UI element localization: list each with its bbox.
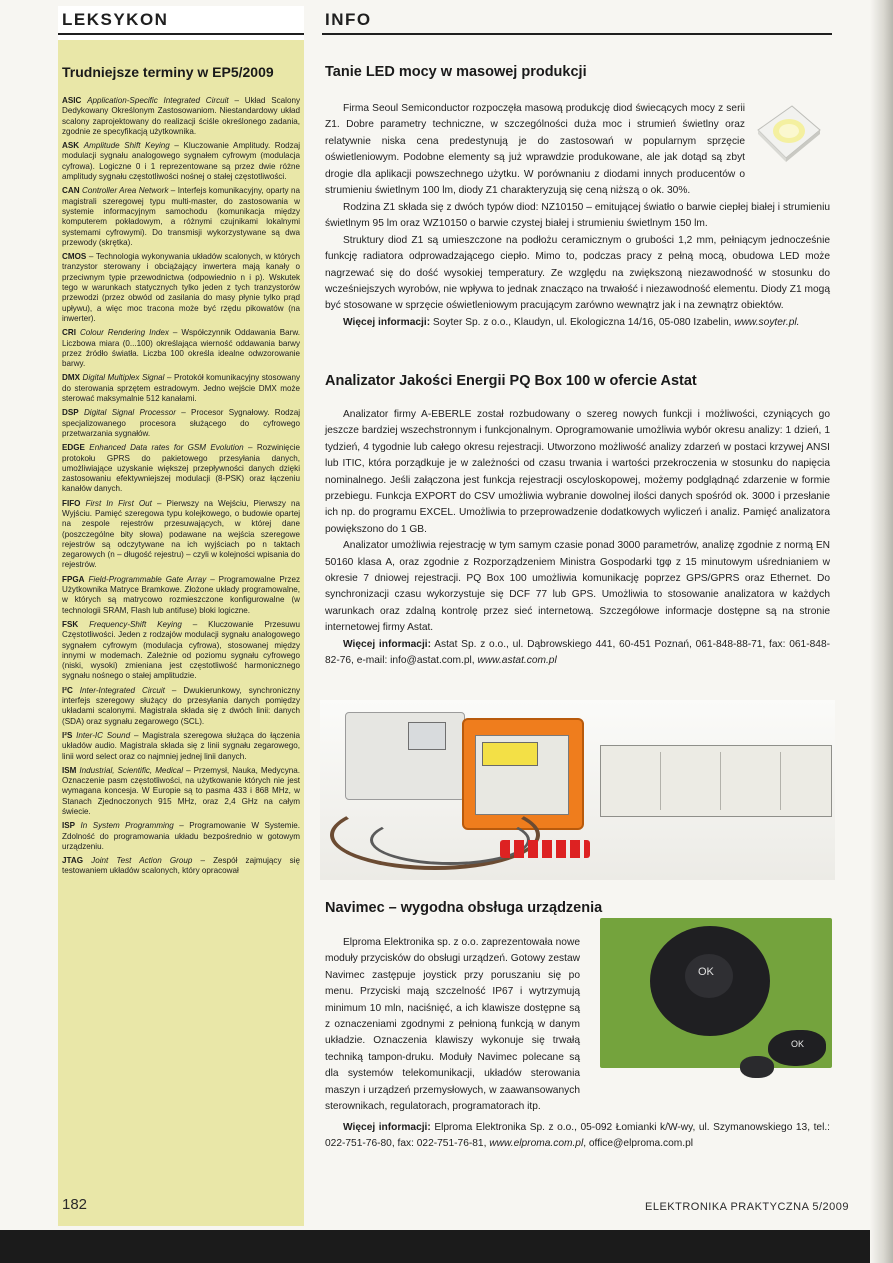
rack-divider [720, 752, 721, 810]
term-abbreviation: FPGA [62, 574, 85, 584]
article-pqbox-body [325, 407, 830, 670]
article-navimec-title: Navimec – wygodna obsługa urządzenia [325, 900, 603, 916]
term-full-name: Joint Test Action Group [91, 856, 193, 866]
term-abbreviation: CAN [62, 186, 80, 196]
term-full-name: Colour Rendering Index [79, 328, 169, 338]
lexicon-term [62, 186, 300, 248]
scan-page-edge [870, 0, 893, 1263]
term-definition: – Interfejs komunikacyjny, oparty na magistrali szeregowej typu multi-master, do zastosowania w systemie informacyjnym samochodu (komunikacja między komputerem pokładowym, a różnymi czujnikami lokalnymi systemami cyfrowymi). Do transmisji wykorzystywane są dwa przewody (skrętka). [62, 186, 300, 247]
info-header: INFO [325, 10, 372, 29]
lexicon-term [62, 252, 300, 324]
lexicon-term [62, 141, 300, 182]
article-navimec-more [325, 1120, 830, 1153]
lexicon-term [62, 328, 300, 369]
term-abbreviation: EDGE [62, 443, 85, 453]
term-abbreviation: ISM [62, 765, 77, 775]
lexicon-term [62, 408, 300, 439]
more-info-label: Więcej informacji: [343, 1122, 431, 1133]
term-full-name: Amplitude Shift Keying [83, 141, 170, 151]
lexicon-terms [62, 96, 300, 1181]
analyzer-case-image [345, 712, 465, 800]
term-definition: – Programowanie W Systemie. Zdolność do programowania układu bezpośrednio w gotowym urządzeniu. [62, 821, 300, 851]
lexicon-term [62, 499, 300, 571]
term-full-name: First In First Out [85, 498, 152, 508]
term-definition: – Zespół zajmujący się testowaniem układów scalonych, który opracował [62, 856, 300, 876]
navimec-ok-key-label: OK [791, 1039, 805, 1049]
lexicon-term [62, 686, 300, 727]
article-led-paragraph: Rodzina Z1 składa się z dwóch typów diod: NZ10150 – emitującej światło o barwie ciepłej białej i strumieniu świetlnym 95 lm oraz WZ10150 o barwie czystej białej i strumieniu świetlnym 150 lm. [325, 202, 830, 230]
term-definition: – Protokół komunikacyjny stosowany do sterowania sprzętem estradowym. Jedno wejście DMX może sterować maksymalnie 512 kanałami. [62, 373, 300, 404]
more-info-text: Elproma Elektronika Sp. z o.o., 05-092 Łomianki k/W-wy, ul. Szymanowskiego 13, tel.: 022-751-76-80, fax: 022-751-76-81, [325, 1122, 830, 1150]
term-abbreviation: DMX [62, 373, 80, 383]
article-navimec-paragraph: Elproma Elektronika sp. z o.o. zaprezentowała nowe moduły przycisków do obsługi urządzeń. Gotowy zestaw Navimec zastępuje joystick przy poruszaniu się po menu. Przyciski mają szczelność IP67 i wytrzymują minimum 10 mln, naciśnięć, a ich klawisze dostępne są z oznaczeniami zgodnymi z pełnioną funkcją w danym układzie. Oznaczenia klawiszy wykonuje się trwałą techniką tampon-druku. Moduły Navimec polecane są dla systemów telekomunikacji, układów sterowania maszyn i urządzeń przemysłowych, w zaawansowanych sterownikach, regulatorach, programatorach itp. [325, 937, 580, 1113]
term-abbreviation: I²C [62, 685, 73, 695]
article-navimec-body [325, 935, 580, 1115]
article-pqbox-title: Analizator Jakości Energii PQ Box 100 w ofercie Astat [325, 373, 697, 389]
term-definition: – Współczynnik Oddawania Barw. Liczbowa miara (0...100) określająca wierność oddawania barwy przez źródło światła. Liczba 100 określa idealne odwzorowanie barwy. [62, 328, 300, 369]
term-abbreviation: JTAG [62, 856, 83, 866]
term-definition: – Kluczowanie Amplitudy. Rodzaj modulacji sygnału analogowego sygnałem cyfrowym (modulacja cyfrowa). Logiczne 0 i 1 reprezentowane są przez dwie różne amplitudy sygnału częstotliwości nośnej o stałej częstotliwości. [62, 141, 300, 182]
rack-analyzer-image [600, 745, 832, 817]
term-full-name: Digital Signal Processor [83, 408, 176, 418]
term-definition: – Programowalne Przez Użytkownika Matryce Bramkowe. Złożone układy programowalne, w których są matrycowo rozmieszczone konfigurowalne (w technologii SRAM, Flash lub antifuse) bloki logiczne. [62, 574, 300, 615]
term-abbreviation: I²S [62, 730, 73, 740]
term-definition: – Przemysł, Nauka, Medycyna. Oznaczenie pasm częstotliwości, na użytkowanie których nie jest wymagana koncesja. W Europie są to pasma 433 i 868 MHz, w Stanach Zjednoczonych 915 MHz, oraz 2,4 GHz na całym świecie. [62, 765, 300, 816]
article-led-body [325, 200, 830, 331]
article-pqbox-paragraph: Analizator firmy A-EBERLE został rozbudowany o szereg nowych funkcji i możliwości, czyniących go jeszcze bardziej wszechstronnym i funkcjonalnym. Oprogramowanie umożliwia wybór okresu analizy: 1 dzień, 1 tydzień, 4 tygodnie lub całego okresu rejestracji. Utworzono możliwość analizy zdarzeń w postaci krzywej ANSI lub ITIC, która porządkuje je w zależności od czasu trwania i wartości przekroczenia w stosunku do napięcia nominalnego. Jeśli załączona jest funkcja rejestracji oscyloskopowej, możemy podglądnąć zdarzenie w formie przebiegu. Funkcja EXPORT do CSV umożliwia wybranie dowolnej ilości danych spośród ok. 3000 i przesłanie ich np. do programu EXCEL. Umożliwia to przeprowadzenie dodatkowych wyliczeń i analiz. Pamięć analizatora powiększono do 1 GB. [325, 409, 830, 535]
more-info-label: Więcej informacji: [343, 316, 431, 328]
lexicon-term [62, 821, 300, 852]
navimec-small-key [740, 1056, 774, 1078]
article-led-paragraph: Struktury diod Z1 są umieszczone na podłożu ceramicznym o grubości 1,2 mm, pełniącym jednocześnie funkcję radiatora odprowadzającego ciepło. Mimo to, podczas pracy z pełną mocą, obudowa LED może nagrzewać się do dość wysokiej temperatury. Ze względu na zwiększoną niezawodność w stosunku do wcześniejszych wyrobów, nie wpływa to jednak znacząco na trwałość i niezawodność elementu. Diody Z1 mogą być stosowane w sprzęcie oświetleniowym pracującym zarówno wewnątrz jak i na zewnątrz obiektów. [325, 234, 830, 312]
lexicon-title: Trudniejsze terminy w EP5/2009 [62, 64, 274, 80]
analyzer-case-display [408, 722, 446, 750]
article-led-title: Tanie LED mocy w masowej produkcji [325, 64, 587, 80]
info-header-rule [322, 33, 832, 35]
navimec-center-key-label: OK [698, 966, 714, 978]
term-full-name: In System Programming [80, 821, 174, 831]
term-full-name: Inter-IC Sound [76, 730, 131, 740]
term-abbreviation: FIFO [62, 498, 81, 508]
article-led-paragraph: Firma Seoul Semiconductor rozpoczęła masową produkcję diod świecących mocy z serii Z1. Dobre parametry techniczne, w szczególności duża moc i strumień świetlny oraz relatywnie niska cena predestynują je do zastosowań w popularnym sprzęcie oświetleniowym. Podobne elementy są już wprawdzie produkowane, ale jak dotąd są zbyt drogie dla aplikacji powszechnego użytku. W porównaniu z diodami innych producentów o strumieniu świetlnym 100 lm, diody Z1 charakteryzują się ceną niższą o ok. 30%. [325, 103, 745, 197]
lexicon-term [62, 373, 300, 404]
test-plugs-image [500, 840, 590, 858]
led-photo [752, 100, 824, 164]
article-navimec-more-block [325, 1120, 830, 1153]
term-full-name: Field-Programmable Gate Array [88, 574, 207, 584]
term-definition: – Magistrala szeregowa służąca do łączenia układów audio. Magistrala składa się z linii sygnału zegarowego, linii word select oraz co najmniej jednej linii danych. [62, 730, 300, 761]
more-info-url[interactable]: www.astat.com.pl [477, 655, 557, 667]
article-pqbox-more [325, 637, 830, 670]
term-full-name: Enhanced Data rates for GSM Evolution [89, 443, 244, 453]
term-definition: – Procesor Sygnałowy. Rodzaj specjalizowanego procesora służącego do cyfrowego przetwarzania sygnałów. [62, 408, 300, 438]
term-abbreviation: ASK [62, 141, 80, 151]
scan-bottom-band [0, 1230, 893, 1263]
article-pqbox-paragraph: Analizator umożliwia rejestrację w tym samym czasie ponad 3000 parametrów, analizę zgodnie z normą EN 50160 klasa A, oraz zgodnie z Rozporządzeniem Ministra Gospodarki tgφ z 15 minutowym uśrednianiem w okresie 7 dniowej rejestracji. PQ Box 100 umożliwia komunikację poprzez GPS/GPRS oraz Ethernet. Do synchronizacji czasu wykorzystuje się DCF 77 lub GPS. Umożliwia to stosowanie analizatora w każdych warunkach oraz zdalną kontrolę przez sieć internetową. Szczegółowe informacje dostępne są na stronie internetowej firmy Astat. [325, 540, 830, 634]
lexicon-term [62, 575, 300, 616]
lexicon-term [62, 443, 300, 494]
more-info-email[interactable]: , office@elproma.com.pl [583, 1138, 694, 1150]
more-info-text: Astat Sp. z o.o., ul. Dąbrowskiego 441, 60-451 Poznań, 061-848-88-71, fax: 061-848-82-76, e-mail: info@astat.com.pl, [325, 638, 830, 667]
more-info-label: Więcej informacji: [343, 638, 432, 650]
term-definition: – Pierwszy na Wejściu, Pierwszy na Wyjściu. Pamięć szeregowa typu kolejkowego, o budowie opartej na zespole rejestrów przesuwających, w której dane (poszczególne bity słowa) podawane na wejścia szeregowe rejestrów są odczytywane na ich wyjściach po n taktach zegarowych (n – długość rejestru) – czyli w kolejności wpisania do rejestrów. [62, 498, 300, 570]
article-led-more [325, 315, 830, 331]
term-definition: – Kluczowanie Przesuwu Częstotliwości. Jeden z rodzajów modulacji sygnału analogowego sygnałem cyfrowym (modulacja cyfrowa), stosowanej między innymi w modemach. Zależnie od poziomu sygnału cyfrowego (niski, wysoki) zmieniana jest częstotliwość harmonicznego sygnału nośnego o stałej amplitudzie. [62, 619, 300, 681]
term-abbreviation: DSP [62, 408, 79, 418]
page-number: 182 [62, 1196, 88, 1213]
more-info-url[interactable]: www.elproma.com.pl [489, 1138, 584, 1150]
lexicon-term [62, 96, 300, 137]
term-definition: – Układ Scalony Dedykowany Określonym Zastosowaniom. Niestandardowy układ scalony zaprojektowany do realizacji ściśle określonego zadania, zgodnie ze specyfikacją użytkownika. [62, 96, 300, 136]
lexicon-header: LEKSYKON [62, 10, 169, 29]
term-full-name: Inter-Integrated Circuit [79, 685, 165, 695]
term-abbreviation: ASIC [62, 96, 82, 105]
term-definition: – Dwukierunkowy, synchroniczny interfejs szeregowy służący do przesyłania danych pomiędzy układami scalonymi. Magistrala składa się z dwóch linii: danych (SDA) oraz sygnału zegarowego (SCL). [62, 685, 300, 726]
lexicon-term [62, 620, 300, 682]
lexicon-term [62, 766, 300, 817]
lexicon-term [62, 731, 300, 762]
term-full-name: Application-Specific Integrated Circuit [87, 96, 229, 105]
term-full-name: Industrial, Scientific, Medical [79, 765, 184, 775]
article-led-intro [325, 101, 745, 199]
rack-divider [780, 752, 781, 810]
term-full-name: Frequency-Shift Keying [89, 619, 182, 629]
lexicon-term [62, 856, 300, 877]
more-info-text: Soyter Sp. z o.o., Klaudyn, ul. Ekologiczna 14/16, 05-080 Izabelin, [430, 316, 735, 328]
term-abbreviation: FSK [62, 619, 79, 629]
term-full-name: Controller Area Network [81, 186, 169, 196]
term-abbreviation: ISP [62, 821, 76, 831]
term-abbreviation: CMOS [62, 252, 87, 262]
rack-divider [660, 752, 661, 810]
pqbox-device-display [482, 742, 538, 766]
term-definition: – Rozwinięcie protokołu GPRS do pakietowego przesyłania danych, umożliwiające uzyskanie większej przepływności danych dzięki zastosowaniu efektywniejszej modulacji (8-PSK) oraz łączeniu kanałów danych. [62, 443, 300, 494]
term-abbreviation: CRI [62, 328, 76, 338]
lexicon-header-rule [58, 33, 304, 35]
more-info-url[interactable]: www.soyter.pl. [734, 316, 800, 328]
magazine-issue: ELEKTRONIKA PRAKTYCZNA 5/2009 [645, 1201, 850, 1213]
term-definition: – Technologia wykonywania układów scalonych, w których tranzystor sterowany i obciążający inwertera mają kanały o przeciwnym typie przewodnictwa (odpowiednio n i p). Wskutek tego w warunkach statycznych tylko jeden z tych tranzystorów przewodzi (przez obwód od zasilania do masy płynie tylko prąd upływu), a więc moc tracona może być rzędu pikowatów (na inwerter). [62, 252, 300, 323]
term-full-name: Digital Multiplex Signal [82, 373, 165, 383]
